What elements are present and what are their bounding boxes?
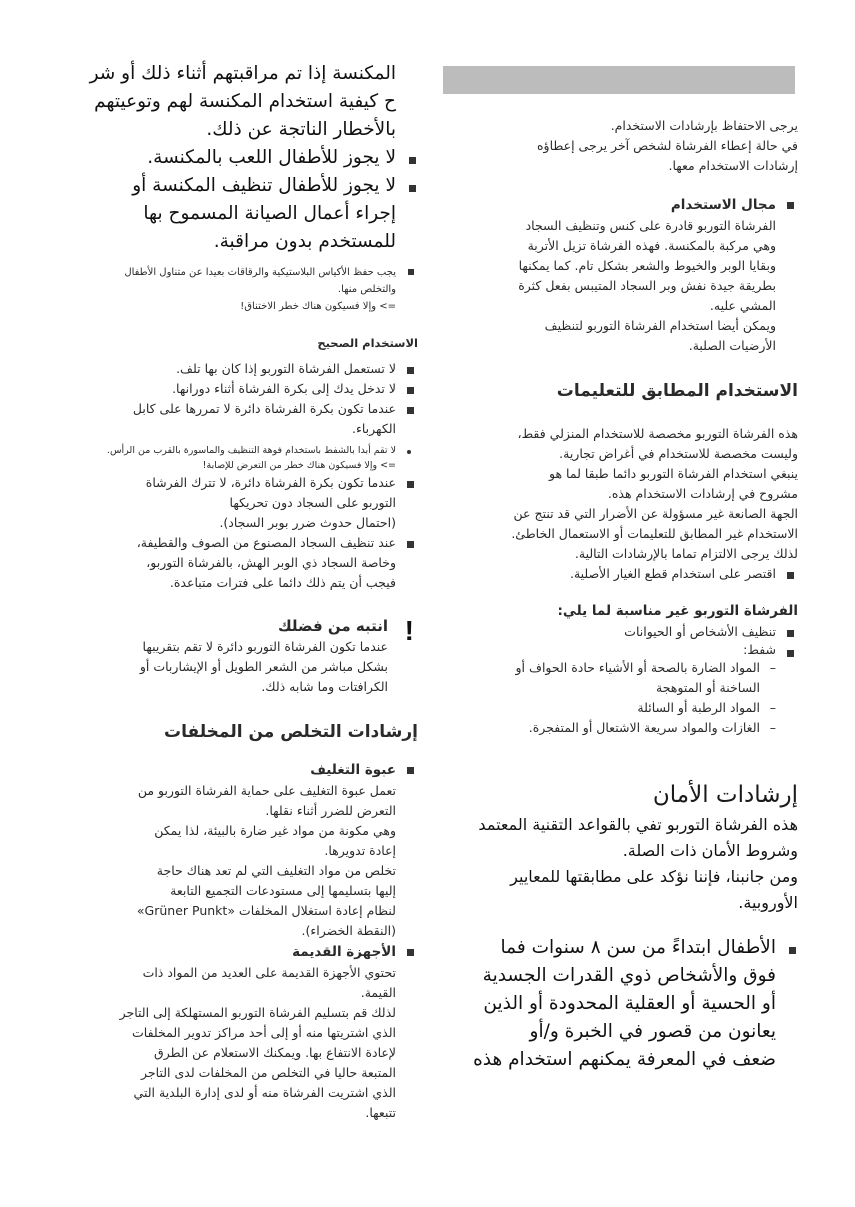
safety-line: وشروط الأمان ذات الصلة. [622,841,798,860]
correct-use-bullet [42,473,418,533]
packaging-line: إليها بتسليمها إلى مستودعات التجميع التابعة [170,883,396,898]
bullet-line: التوربو على السجاد دون تحريكها [229,495,396,510]
not-suitable-bullet: تنظيف الأشخاص أو الحيوانات [438,622,798,642]
packaging-line: التعرض للضرر أثناء نقلها. [265,803,396,818]
bullet-line: وخاصة السجاد ذي الوبر الهش، بالفرشاة التوربو، [146,555,396,570]
attention-block [42,615,418,697]
correct-use-bullet [42,533,418,593]
clean-bullet [42,172,418,256]
play-line: لا يجوز للأطفال اللعب بالمكنسة. [147,147,396,168]
note-line: لا تقم أبدا بالشفط باستخدام فوهة التنظيف والماسورة بالقرب من الرأس. [106,445,396,456]
proper-use-line: مشروح في إرشادات الاستخدام هذه. [607,486,798,501]
old-devices-line: الذي اشتريت الفرشاة منه أو لدى إدارة البلدية التي [133,1085,396,1100]
proper-use-section [438,378,798,584]
disposal-section [42,719,418,1123]
old-devices-line: المتبعة حاليا في التخلص من المخلفات لدى التاجر [141,1065,396,1080]
play-bullet [42,144,418,172]
attention-heading: انتبه من فضلك [277,617,388,635]
not-suitable-heading: الفرشاة التوربو غير مناسبة لما يلي: [557,603,798,619]
disposal-heading: إرشادات التخلص من المخلفات [164,722,418,742]
dash-item: – الغازات والمواد سريعة الاشتعال أو المتفجرة. [438,718,798,738]
packaging-heading: عبوة التغليف [42,759,418,781]
proper-use-bullet: اقتصر على استخدام قطع الغيار الأصلية. [438,564,798,584]
bags-line: يجب حفظ الأكياس البلاستيكية والرقاقات بعيدا عن متناول الأطفال [124,267,396,278]
clean-line: لا يجوز للأطفال تنظيف المكنسة أو [132,175,396,196]
proper-use-line: ينبغي استخدام الفرشاة التوربو دائما طبقا لما هو [549,466,798,481]
bags-line: والتخلص منها. [337,284,396,295]
bullet-line: (احتمال حدوث ضرر بوبر السجاد). [219,515,396,530]
packaging-line: إعادة تدويرها. [324,843,396,858]
children-line: الأطفال ابتداءً من سن ٨ سنوات فما [500,937,776,958]
intro-line: يرجى الاحتفاظ بإرشادات الاستخدام. [610,118,798,133]
intro-text [438,116,798,176]
children-line: فوق والأشخاص ذوي القدرات الجسدية [482,965,776,986]
continued-line: بالأخطار الناتجة عن ذلك. [206,119,396,140]
bags-bullet [42,264,418,315]
correct-use-section [42,333,418,593]
scope-line: بطريقة جيدة نفش وبر السجاد المتيبس بفعل كثرة [518,278,776,293]
continued-line: ح كيفية استخدام المكنسة لهم وتوعيتهم [94,91,396,112]
scope-line: المشي عليه. [709,298,776,313]
scope-line: الفرشاة التوربو قادرة على كنس وتنظيف السجاد [525,218,776,233]
correct-use-heading: الاستخدام الصحيح [317,336,418,350]
dash-item: – المواد الرطبة أو السائلة [438,698,798,718]
attention-line: عندما تكون الفرشاة التوربو دائرة لا تقم بتقريبها [142,639,388,654]
packaging-line: تخلص من مواد التغليف التي لم تعد هناك حاجة [156,863,396,878]
proper-use-line: وليست مخصصة للاستخدام في أغراض تجارية. [559,446,798,461]
packaging-line: لنظام إعادة استغلال المخلفات «Grüner Punkt» [136,903,396,918]
scope-line: وهي مركبة بالمكنسة. فهذه الفرشاة تزيل الأتربة [527,238,776,253]
old-devices-line: تتبعها. [365,1105,396,1120]
old-devices-line: تحتوي الأجهزة القديمة على العديد من المواد ذات [142,965,396,980]
scope-line: ويمكن أيضا استخدام الفرشاة التوربو لتنظيف [544,318,776,333]
attention-line: الكرافتات وما شابه ذلك. [261,679,388,694]
proper-use-line: الاستخدام غير المطابق للتعليمات أو الاستعمال الخاطئ. [511,526,798,541]
old-devices-heading: الأجهزة القديمة [42,941,418,963]
bullet-line: عند تنظيف السجاد المصنوع من الصوف والقطيفة، [136,535,396,550]
scope-heading: مجال الاستخدام [438,194,798,216]
clean-line: إجراء أعمال الصيانة المسموح بها [143,203,396,224]
bullet-line: الكهرباء. [352,421,396,436]
children-continued [42,60,418,144]
safety-heading: إرشادات الأمان [652,782,798,808]
continued-line: المكنسة إذا تم مراقبتهم أثناء ذلك أو شر [89,63,396,84]
correct-use-bullet [42,399,418,439]
dash-item-cont: الساخنة أو المتوهجة [656,680,760,695]
old-devices-line: القيمة. [360,985,396,1000]
correct-use-bullet: لا تدخل يدك إلى بكرة الفرشاة أثناء دورانها. [42,379,418,399]
children-line: يعانون من قصور في الخبرة و/أو [529,1021,776,1042]
not-suitable-section [438,600,798,738]
children-line: ضعف في المعرفة يمكنهم استخدام هذه [473,1049,776,1070]
packaging-line: وهي مكونة من مواد غير ضارة بالبيئة، لذا يمكن [154,823,396,838]
bullet-line: عندما تكون بكرة الفرشاة دائرة، لا تترك الفرشاة [145,475,396,490]
intro-line: إرشادات الاستخدام معها. [668,158,798,173]
proper-use-line: لذلك يرجى الالتزام تماما بالإرشادات التالية. [574,546,798,561]
safety-line: هذه الفرشاة التوربو تفي بالقواعد التقنية المعتمد [478,815,798,834]
exclamation-icon: ! [404,615,414,646]
not-suitable-bullet: شفط: [438,642,798,658]
old-devices-line: لإعادة الانتفاع بها. ويمكنك الاستعلام عن الطرق [154,1045,396,1060]
children-bullet [438,934,798,1074]
children-line: أو الحسية أو العقلية المحدودة أو الذين [483,993,776,1014]
right-column [438,116,798,1074]
proper-use-heading: الاستخدام المطابق للتعليمات [556,381,798,401]
bags-line: => وإلا فسيكون هناك خطر الاختناق! [240,301,396,312]
safety-section [438,778,798,1074]
nozzle-note [42,443,418,473]
bullet-line: عندما تكون بكرة الفرشاة دائرة لا تمررها على كابل [132,401,396,416]
proper-use-line: الجهة الصانعة غير مسؤولة عن الأضرار التي قد تنتج عن [513,506,798,521]
packaging-line: تعمل عبوة التغليف على حماية الفرشاة التوربو من [137,783,396,798]
safety-line: الأوروبية. [738,893,798,912]
section-header-bar [443,66,795,94]
scope-section [438,194,798,356]
intro-line: في حالة إعطاء الفرشاة لشخص آخر يرجى إعطاؤه [537,138,798,153]
correct-use-bullet: لا تستعمل الفرشاة التوربو إذا كان بها تلف. [42,359,418,379]
old-devices-line: الذي اشتريتها منه أو إلى أحد مراكز تدوير المخلفات [132,1025,396,1040]
note-line: => وإلا فسيكون هناك خطر من التعرض للإصابة! [202,460,396,471]
clean-line: للمستخدم بدون مراقبة. [213,231,396,252]
scope-line: وبقايا الوبر والخيوط والشعر بشكل تام. كما يمكنها [518,258,776,273]
bullet-line: فيجب أن يتم ذلك دائما على فترات متباعدة. [169,575,396,590]
left-column [42,60,418,1123]
proper-use-line: هذه الفرشاة التوربو مخصصة للاستخدام المنزلي فقط، [517,426,798,441]
scope-line: الأرضيات الصلبة. [688,338,776,353]
old-devices-line: لذلك قم بتسليم الفرشاة التوربو المستهلكة إلى التاجر [119,1005,396,1020]
packaging-line: (النقطة الخضراء). [301,923,396,938]
dash-item: – المواد الضارة بالصحة أو الأشياء حادة الحواف أو [438,658,798,678]
safety-line: ومن جانبنا، فإننا نؤكد على مطابقتها للمعايير [510,867,798,886]
attention-line: بشكل مباشر من الشعر الطويل أو الإيشاربات أو [139,659,388,674]
